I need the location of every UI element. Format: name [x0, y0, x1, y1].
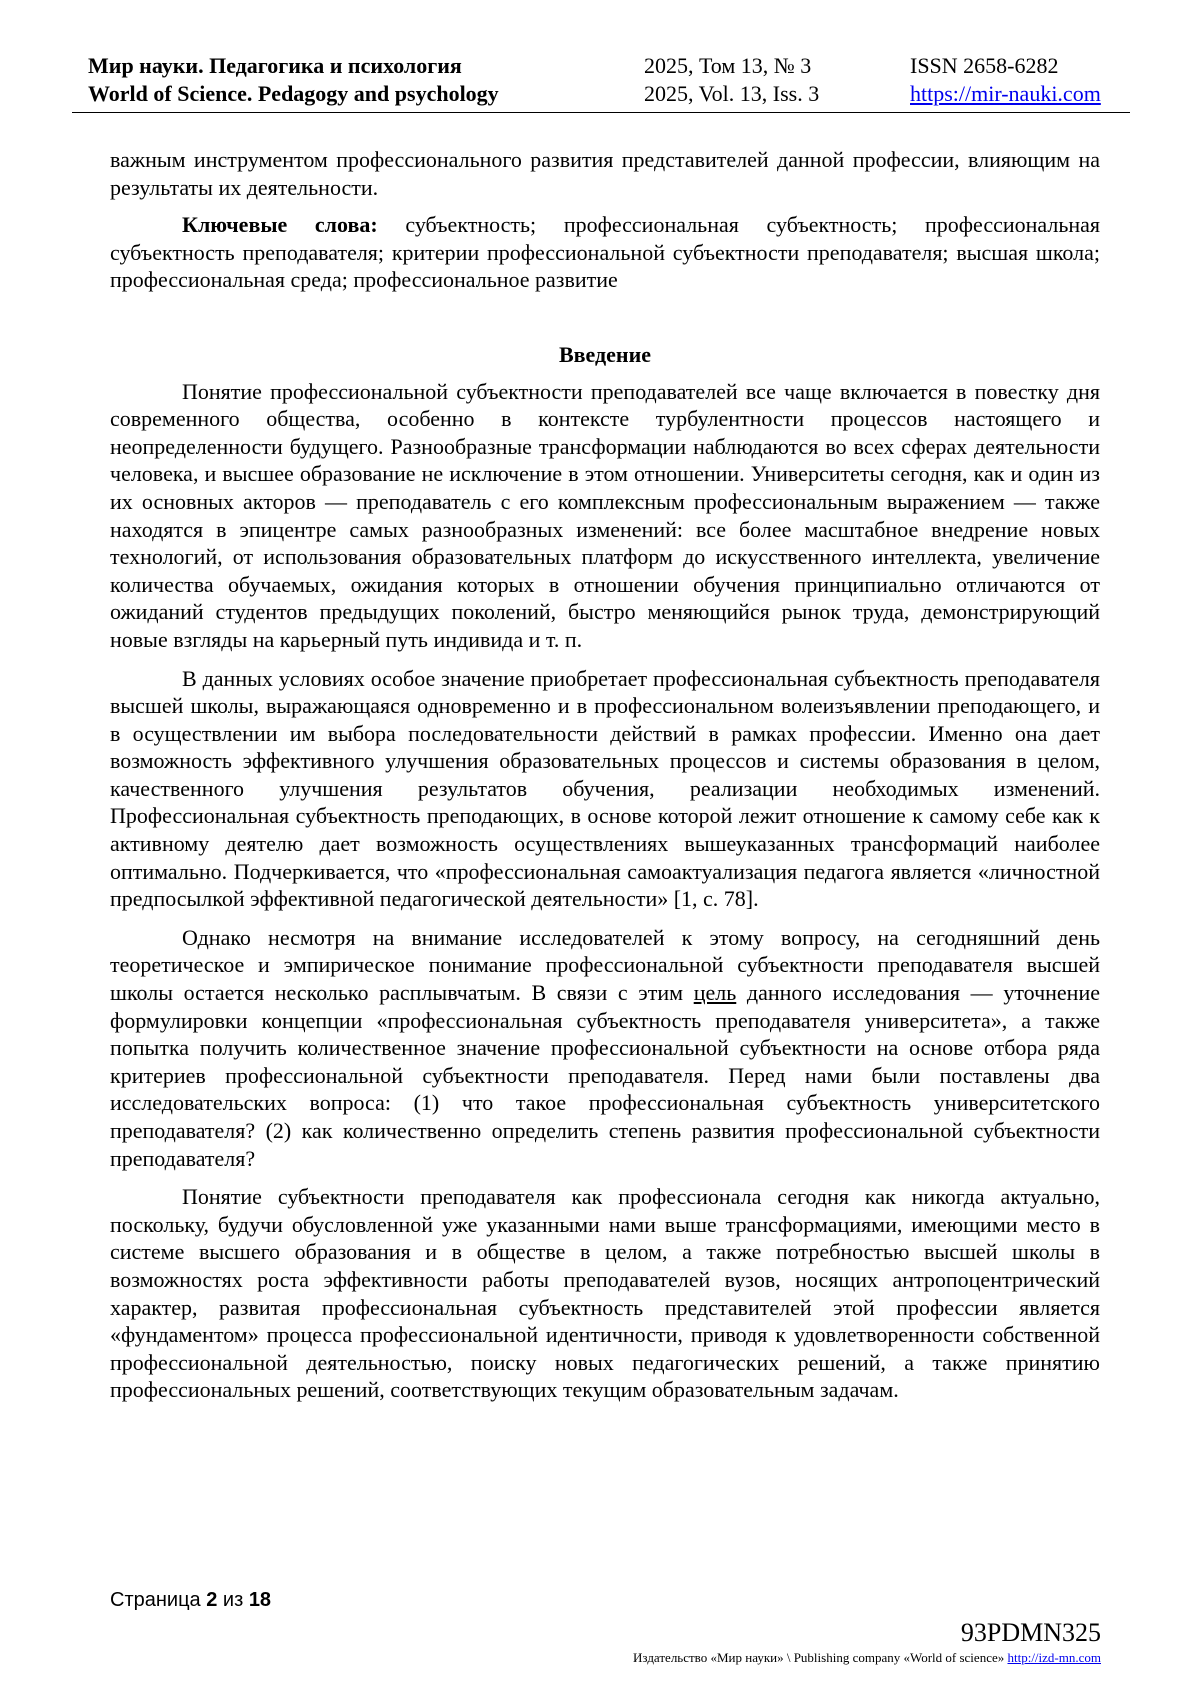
article-body [110, 146, 1100, 1404]
paragraph-3 [110, 924, 1100, 1172]
page-current: 2 [206, 1589, 218, 1611]
paragraph-1: Понятие профессиональной субъектности преподавателей все чаще включается в повестку дня современного общества, особенно в контексте турбулентности процессов настоящего и неопределенности будущего. Разнообразные трансформации наблюдаются во всех сферах деятельности человека, и высшее образование не исключение в этом отношении. Университеты сегодня, как и один из их основных акторов — преподаватель с его комплексным профессиональным выражением — также находятся в эпицентре самых разнообразных изменений: все более масштабное внедрение новых технологий, от использования образовательных платформ до искусственного интеллекта, увеличение количества обучаемых, ожидания которых в отношении обучения принципиально отличаются от ожиданий студентов предыдущих поколений, быстро меняющийся рынок труда, демонстрирующий новые взгляды на карьерный путь индивида и т. п. [110, 378, 1100, 652]
paragraph-3-end: данного исследования — уточнение формулировки концепции «профессиональная субъектность преподавателя университета», а также попытка получить количественное значение профессиональной субъектности на основе отбора ряда критериев профессиональной субъектности преподавателя. Перед нами были поставлены два исследовательских вопроса: (1) что такое профессиональная субъектность университетского преподавателя? (2) как количественно определить степень развития профессиональной субъектности преподавателя? [110, 980, 1100, 1171]
issn: ISSN 2658-6282 [910, 53, 1059, 78]
issue-block [644, 52, 819, 108]
publisher-link[interactable]: http://izd-mn.com [1007, 1650, 1101, 1665]
journal-title-block [88, 52, 499, 108]
paragraph-2: В данных условиях особое значение приобретает профессиональная субъектность преподавателя высшей школы, выражающаяся одновременно и в профессиональном волеизъявлении преподающего, и в осуществлении им выбора последовательности действий в рамках профессии. Именно она дает возможность эффективного улучшения образовательных процессов и системы образования в целом, качественного улучшения результатов обучения, реализации необходимых изменений. Профессиональная субъектность преподающих, в основе которой лежит отношение к самому себе как к активному деятелю дает возможность осуществлениях вышеуказанных трансформаций наиболее оптимально. Подчеркивается, что «профессиональная самоактуализация педагога является «личностной предпосылкой эффективной педагогической деятельности» [1, с. 78]. [110, 665, 1100, 912]
paragraph-3-start: Однако несмотря на внимание исследователей к этому вопросу, на сегодняшний день теоретическое и эмпирическое понимание профессиональной субъектности преподавателя высшей школы остается несколько расплывчатым. В связи с этим [110, 924, 1100, 1006]
abstract-end: важным инструментом профессионального развития представителей данной профессии, влияющим на результаты их деятельности. [110, 147, 1100, 200]
journal-website-link[interactable]: https://mir-nauki.com [910, 81, 1101, 106]
section-heading: Введение [558, 341, 652, 367]
issn-block [910, 52, 1101, 108]
publisher-line [633, 1650, 1101, 1666]
page-number [110, 1588, 271, 1612]
keywords-text: субъектность; профессиональная субъектность; профессиональная субъектность преподавателя; критерии профессиональной субъектности преподавателя; высшая школа; профессиональная среда; профессиональное развитие [110, 212, 1101, 293]
journal-title-ru: Мир науки. Педагогика и психология [88, 53, 462, 78]
keywords [110, 211, 1100, 294]
paragraph-4: Понятие субъектности преподавателя как профессионала сегодня как никогда актуально, поскольку, будучи обусловленной уже указанными нами выше трансформациями, имеющими место в системе высшего образования и в обществе в целом, а также потребностью высшей школы в возможностях роста эффективности работы преподавателей вузов, носящих антропоцентрический характер, развитая профессиональная субъектность представителей этой профессии является «фундаментом» процесса профессиональной идентичности, приводя к удовлетворенности собственной профессиональной деятельностью, поиску новых педагогических решений, а также принятию профессиональных решений, соответствующих текущим образовательным задачам. [110, 1184, 1100, 1403]
journal-title-en: World of Science. Pedagogy and psychology [88, 81, 499, 106]
page-prefix: Страница [110, 1589, 201, 1611]
goal-underlined: цель [693, 980, 737, 1006]
keywords-label: Ключевые слова: [182, 212, 378, 238]
article-code: 93PDMN325 [960, 1618, 1101, 1647]
page-total: 18 [248, 1589, 272, 1611]
issue-en: 2025, Vol. 13, Iss. 3 [644, 81, 820, 106]
issue-ru: 2025, Том 13, № 3 [644, 53, 812, 78]
journal-header [72, 52, 1130, 113]
page-sep: из [222, 1589, 244, 1611]
publisher-text: Издательство «Мир науки» \ Publishing company «World of science» [633, 1650, 1005, 1665]
